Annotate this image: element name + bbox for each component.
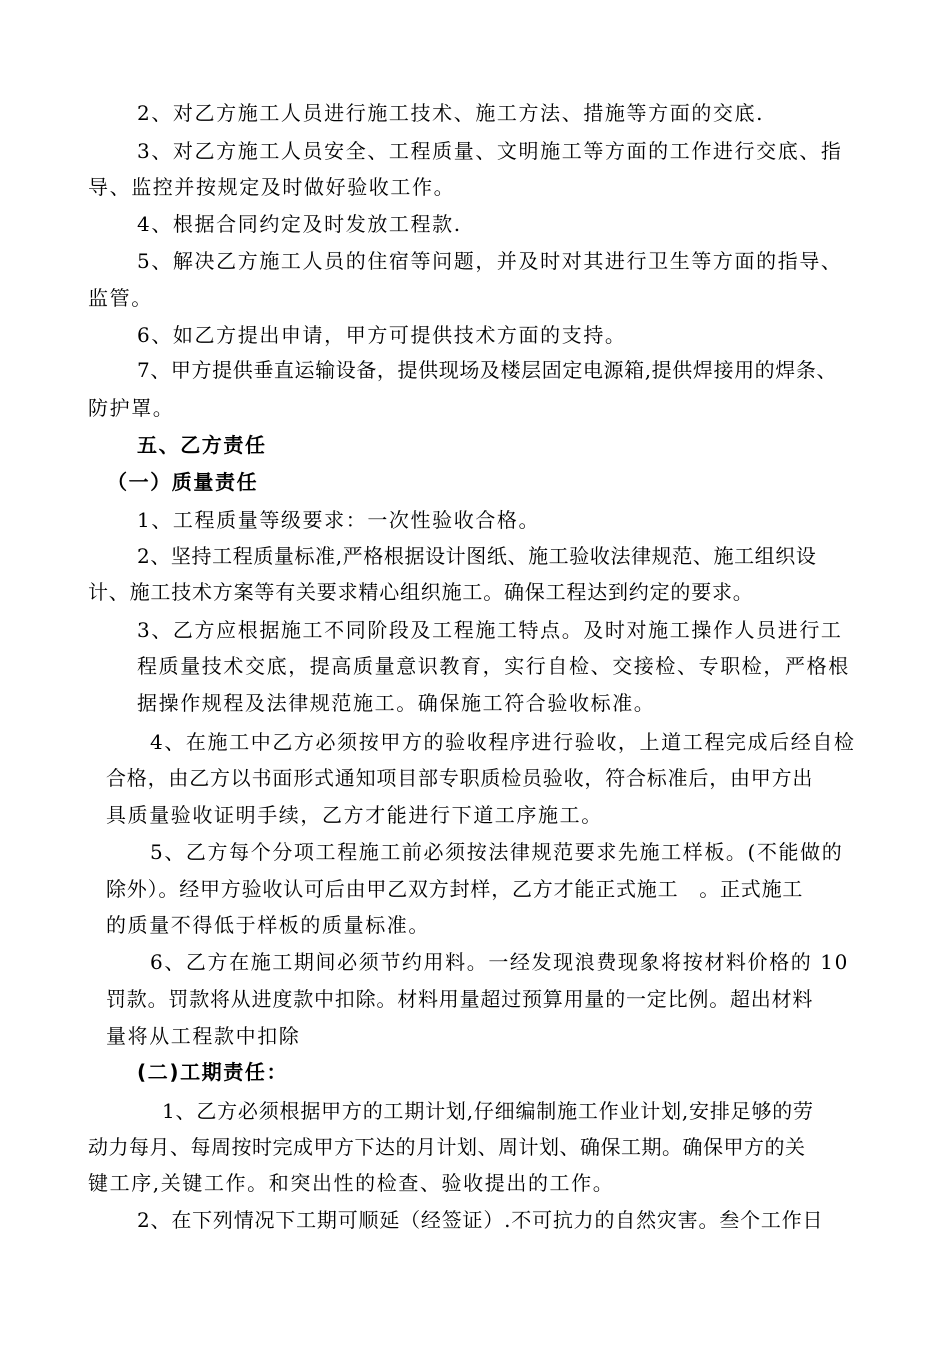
paragraph-line: 计、施工技术方案等有关要求精心组织施工。确保工程达到约定的要求。: [88, 580, 754, 604]
paragraph-line: 罚款。罚款将从进度款中扣除。材料用量超过预算用量的一定比例。超出材料: [106, 987, 814, 1011]
paragraph-line: 导、监控并按规定及时做好验收工作。: [88, 175, 456, 199]
paragraph-line: 3、对乙方施工人员安全、工程质量、文明施工等方面的工作进行交底、指: [137, 139, 843, 163]
paragraph-line: 动力每月、每周按时完成甲方下达的月计划、周计划、确保工期。确保甲方的关: [88, 1135, 806, 1159]
paragraph-line: 5、乙方每个分项工程施工前必须按法律规范要求先施工样板。(不能做的: [150, 840, 844, 864]
paragraph-line: 3、乙方应根据施工不同阶段及工程施工特点。及时对施工操作人员进行工: [137, 618, 843, 642]
paragraph-line: 除外）。经甲方验收认可后由甲乙双方封样，乙方才能正式施工 。正式施工: [106, 877, 804, 901]
paragraph-line: 4、在施工中乙方必须按甲方的验收程序进行验收，上道工程完成后经自检: [150, 730, 856, 754]
paragraph-line: 键工序,关键工作。和突出性的检查、验收提出的工作。: [88, 1171, 615, 1195]
paragraph-line: 合格，由乙方以书面形式通知项目部专职质检员验收，符合标准后，由甲方出: [106, 766, 814, 790]
paragraph-line: 防护罩。: [88, 396, 175, 420]
subsection-heading: （一）质量责任: [107, 470, 259, 494]
paragraph-line: 6、如乙方提出申请，甲方可提供技术方面的支持。: [137, 323, 627, 347]
paragraph-line: 1、工程质量等级要求：一次性验收合格。: [137, 508, 541, 532]
paragraph-line: 4、根据合同约定及时发放工程款.: [137, 212, 462, 236]
section-heading: 五、乙方责任: [137, 433, 267, 457]
paragraph-line: 1、乙方必须根据甲方的工期计划,仔细编制施工作业计划,安排足够的劳: [162, 1099, 814, 1123]
paragraph-line: 2、坚持工程质量标准,严格根据设计图纸、施工验收法律规范、施工组织设: [137, 544, 817, 568]
paragraph-line: 据操作规程及法律规范施工。确保施工符合验收标准。: [137, 691, 656, 715]
paragraph-line: 6、乙方在施工期间必须节约用料。一经发现浪费现象将按材料价格的 10: [150, 950, 849, 974]
paragraph-line: 具质量验收证明手续，乙方才能进行下道工序施工。: [106, 803, 603, 827]
paragraph-line: 的质量不得低于样板的质量标准。: [106, 913, 430, 937]
paragraph-line: 监管。: [88, 286, 153, 310]
paragraph-line: 2、在下列情况下工期可顺延（经签证）.不可抗力的自然灾害。叁个工作日: [137, 1208, 824, 1232]
subsection-heading: (二)工期责任：: [137, 1060, 289, 1084]
paragraph-line: 量将从工程款中扣除: [106, 1024, 301, 1048]
paragraph-line: 7、甲方提供垂直运输设备，提供现场及楼层固定电源箱,提供焊接用的焊条、: [137, 358, 838, 382]
paragraph-line: 2、对乙方施工人员进行施工技术、施工方法、措施等方面的交底.: [137, 101, 765, 125]
paragraph-line: 程质量技术交底，提高质量意识教育，实行自检、交接检、专职检，严格根: [137, 654, 850, 678]
paragraph-line: 5、解决乙方施工人员的住宿等问题，并及时对其进行卫生等方面的指导、: [137, 249, 843, 273]
